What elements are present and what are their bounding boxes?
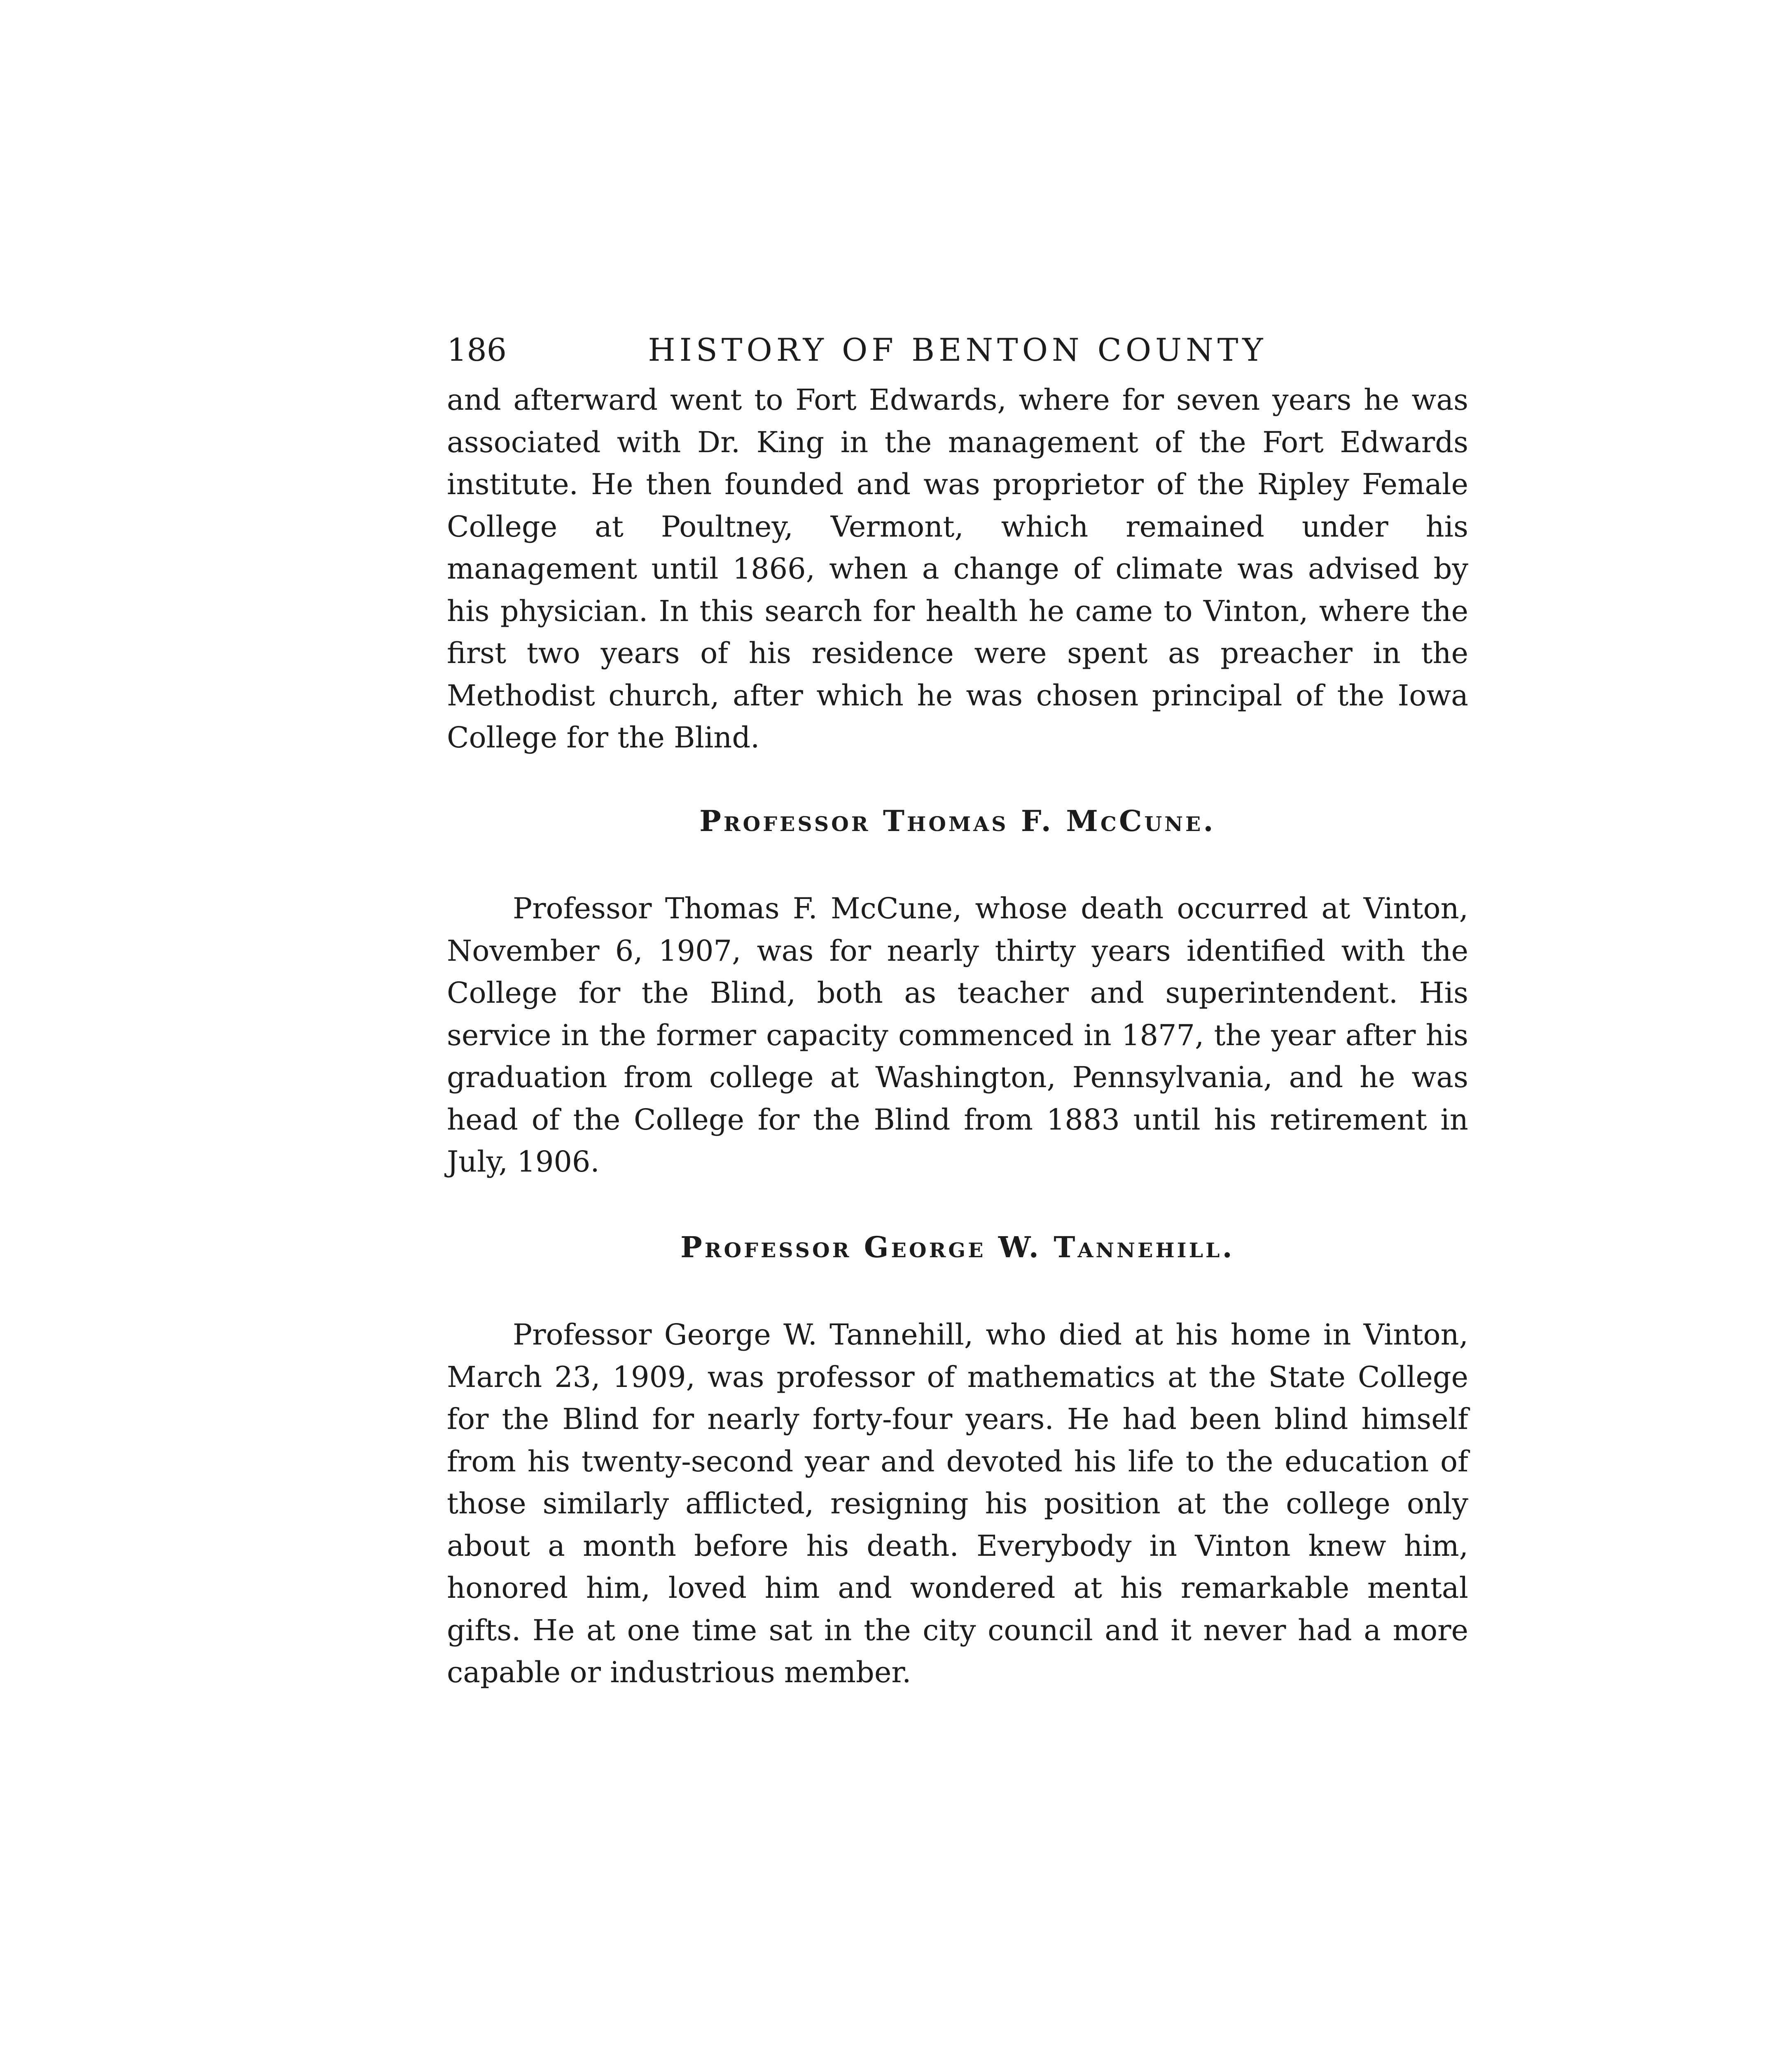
- page-number: 186: [447, 331, 507, 368]
- paragraph-mccune: Professor Thomas F. McCune, whose death occurred at Vinton, November 6, 1907, was for nearly thirty years identified with the College for the Blind, both as teacher and superintendent. His service in the former capacity commenced in 1877, the year after his graduation from college at Washington, Pennsylvania, and he was head of the College for the Blind from 1883 until his retirement in July, 1906.: [447, 892, 1468, 1179]
- running-title: HISTORY OF BENTON COUNTY: [648, 331, 1267, 368]
- section-heading-tannehill: Professor George W. Tannehill.: [680, 1230, 1235, 1264]
- running-head: [447, 325, 1468, 379]
- continued-paragraph: and afterward went to Fort Edwards, where for seven years he was associated with Dr. King in the management of the Fort Edwards institute. He then founded and was proprietor of the Ripley Female College at Poultney, Vermont, which remained under his management until 1866, when a change of climate was advised by his physician. In this search for health he came to Vinton, where the first two years of his residence were spent as preacher in the Methodist church, after which he was chosen principal of the Iowa College for the Blind.: [447, 383, 1468, 754]
- paragraph-tannehill: Professor George W. Tannehill, who died at his home in Vinton, March 23, 1909, was professor of mathematics at the State College for the Blind for nearly forty-four years. He had been blind himself from his twenty-second year and devoted his life to the education of those similarly afflicted, resigning his position at the college only about a month before his death. Everybody in Vinton knew him, honored him, loved him and wondered at his remarkable mental gifts. He at one time sat in the city council and it never had a more capable or industrious member.: [447, 1318, 1468, 1689]
- section-heading-mccune: Professor Thomas F. McCune.: [699, 803, 1216, 838]
- book-page: [447, 325, 1468, 1694]
